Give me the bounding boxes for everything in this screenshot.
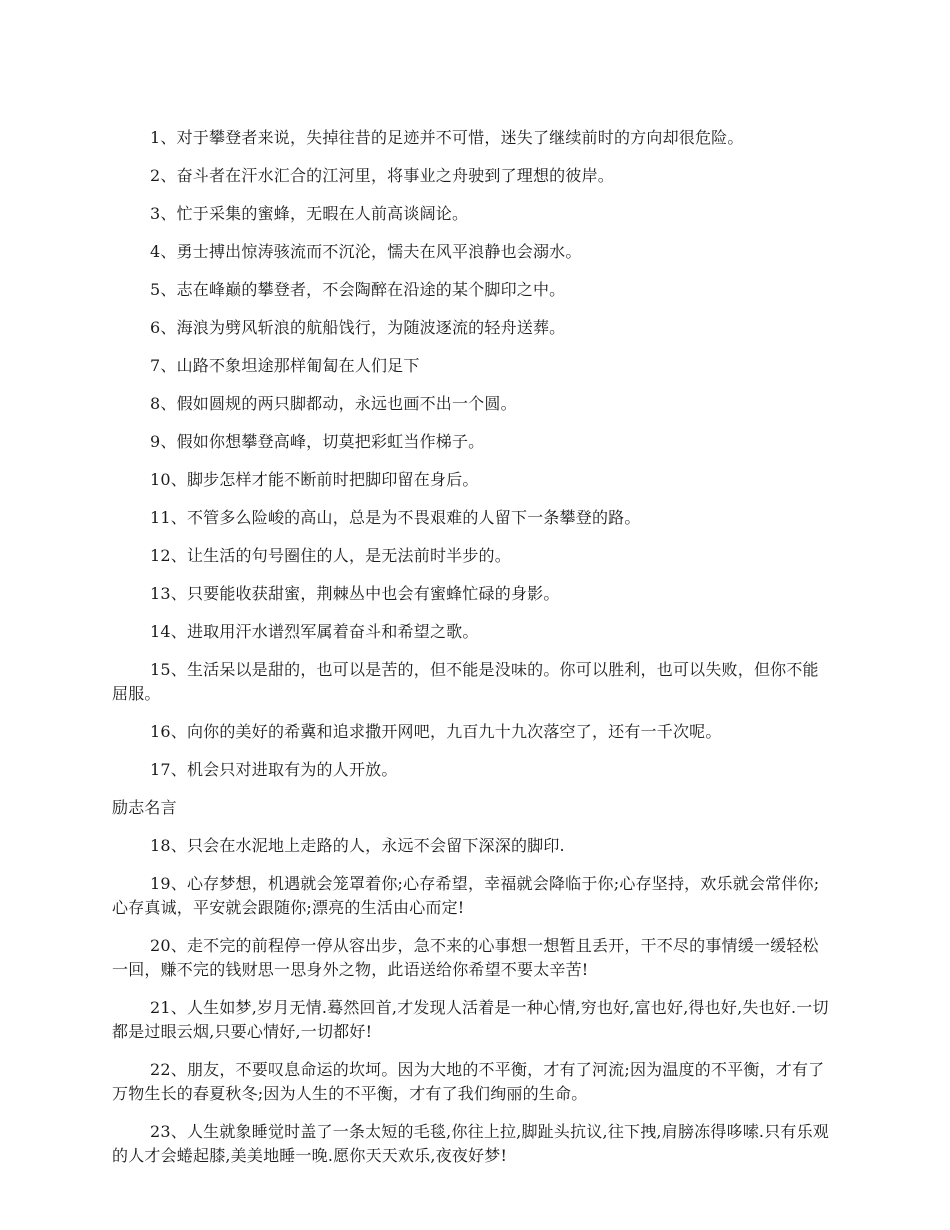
quote-paragraph: 2、奋斗者在汗水汇合的江河里，将事业之舟驶到了理想的彼岸。 bbox=[150, 166, 614, 185]
quote-paragraph: 10、脚步怎样才能不断前时把脚印留在身后。 bbox=[150, 470, 479, 489]
quote-paragraph: 12、让生活的句号圈住的人，是无法前时半步的。 bbox=[150, 546, 511, 565]
quote-paragraph: 19、心存梦想，机遇就会笼罩着你;心存希望，幸福就会降临于你;心存坚持，欢乐就会常伴你;心存真诚，平安就会跟随你;漂亮的生活由心而定! bbox=[112, 874, 820, 917]
quote-paragraph: 23、人生就象睡觉时盖了一条太短的毛毯,你往上拉,脚趾头抗议,往下拽,肩膀冻得哆嗦.只有乐观的人才会蜷起膝,美美地睡一晚.愿你天天欢乐,夜夜好梦! bbox=[112, 1122, 829, 1165]
quote-paragraph: 20、走不完的前程停一停从容出步，急不来的心事想一想暂且丢开，干不尽的事情缓一缓轻松一回，赚不完的钱财思一思身外之物，此语送给你希望不要太辛苦! bbox=[112, 936, 819, 979]
quote-paragraph: 3、忙于采集的蜜蜂，无暇在人前高谈阔论。 bbox=[150, 204, 469, 223]
document-page bbox=[112, 126, 834, 1182]
quote-paragraph: 6、海浪为劈风斩浪的航船饯行，为随波逐流的轻舟送葬。 bbox=[150, 318, 566, 337]
quote-paragraph: 11、不管多么险峻的高山，总是为不畏艰难的人留下一条攀登的路。 bbox=[150, 508, 641, 527]
quote-paragraph: 22、朋友，不要叹息命运的坎坷。因为大地的不平衡，才有了河流;因为温度的不平衡，才有了万物生长的春夏秋冬;因为人生的不平衡，才有了我们绚丽的生命。 bbox=[112, 1060, 825, 1103]
quote-paragraph: 9、假如你想攀登高峰，切莫把彩虹当作梯子。 bbox=[150, 432, 485, 451]
quote-paragraph: 17、机会只对进取有为的人开放。 bbox=[150, 760, 398, 779]
quote-paragraph: 8、假如圆规的两只脚都动，永远也画不出一个圆。 bbox=[150, 394, 517, 413]
quote-paragraph: 4、勇士搏出惊涛骇流而不沉沦，懦夫在风平浪静也会溺水。 bbox=[150, 242, 582, 261]
quote-paragraph: 5、志在峰巅的攀登者，不会陶醉在沿途的某个脚印之中。 bbox=[150, 280, 566, 299]
quote-paragraph: 1、对于攀登者来说，失掉往昔的足迹并不可惜，迷失了继续前时的方向却很危险。 bbox=[150, 128, 744, 147]
quote-paragraph: 15、生活呆以是甜的，也可以是苦的，但不能是没味的。你可以胜利，也可以失败，但你不能屈服。 bbox=[112, 660, 819, 703]
quote-paragraph: 21、人生如梦,岁月无情.蓦然回首,才发现人活着是一种心情,穷也好,富也好,得也好,失也好.一切都是过眼云烟,只要心情好,一切都好! bbox=[112, 998, 829, 1041]
section-heading: 励志名言 bbox=[112, 798, 177, 817]
quote-paragraph: 16、向你的美好的希冀和追求撒开网吧，九百九十九次落空了，还有一千次呢。 bbox=[150, 722, 722, 741]
quote-paragraph: 13、只要能收获甜蜜，荆棘丛中也会有蜜蜂忙碌的身影。 bbox=[150, 584, 560, 603]
quote-paragraph: 7、山路不象坦途那样匍匐在人们足下 bbox=[150, 356, 420, 375]
quote-paragraph: 14、进取用汗水谱烈军属着奋斗和希望之歌。 bbox=[150, 622, 479, 641]
quote-paragraph: 18、只会在水泥地上走路的人，永远不会留下深深的脚印. bbox=[150, 836, 565, 855]
